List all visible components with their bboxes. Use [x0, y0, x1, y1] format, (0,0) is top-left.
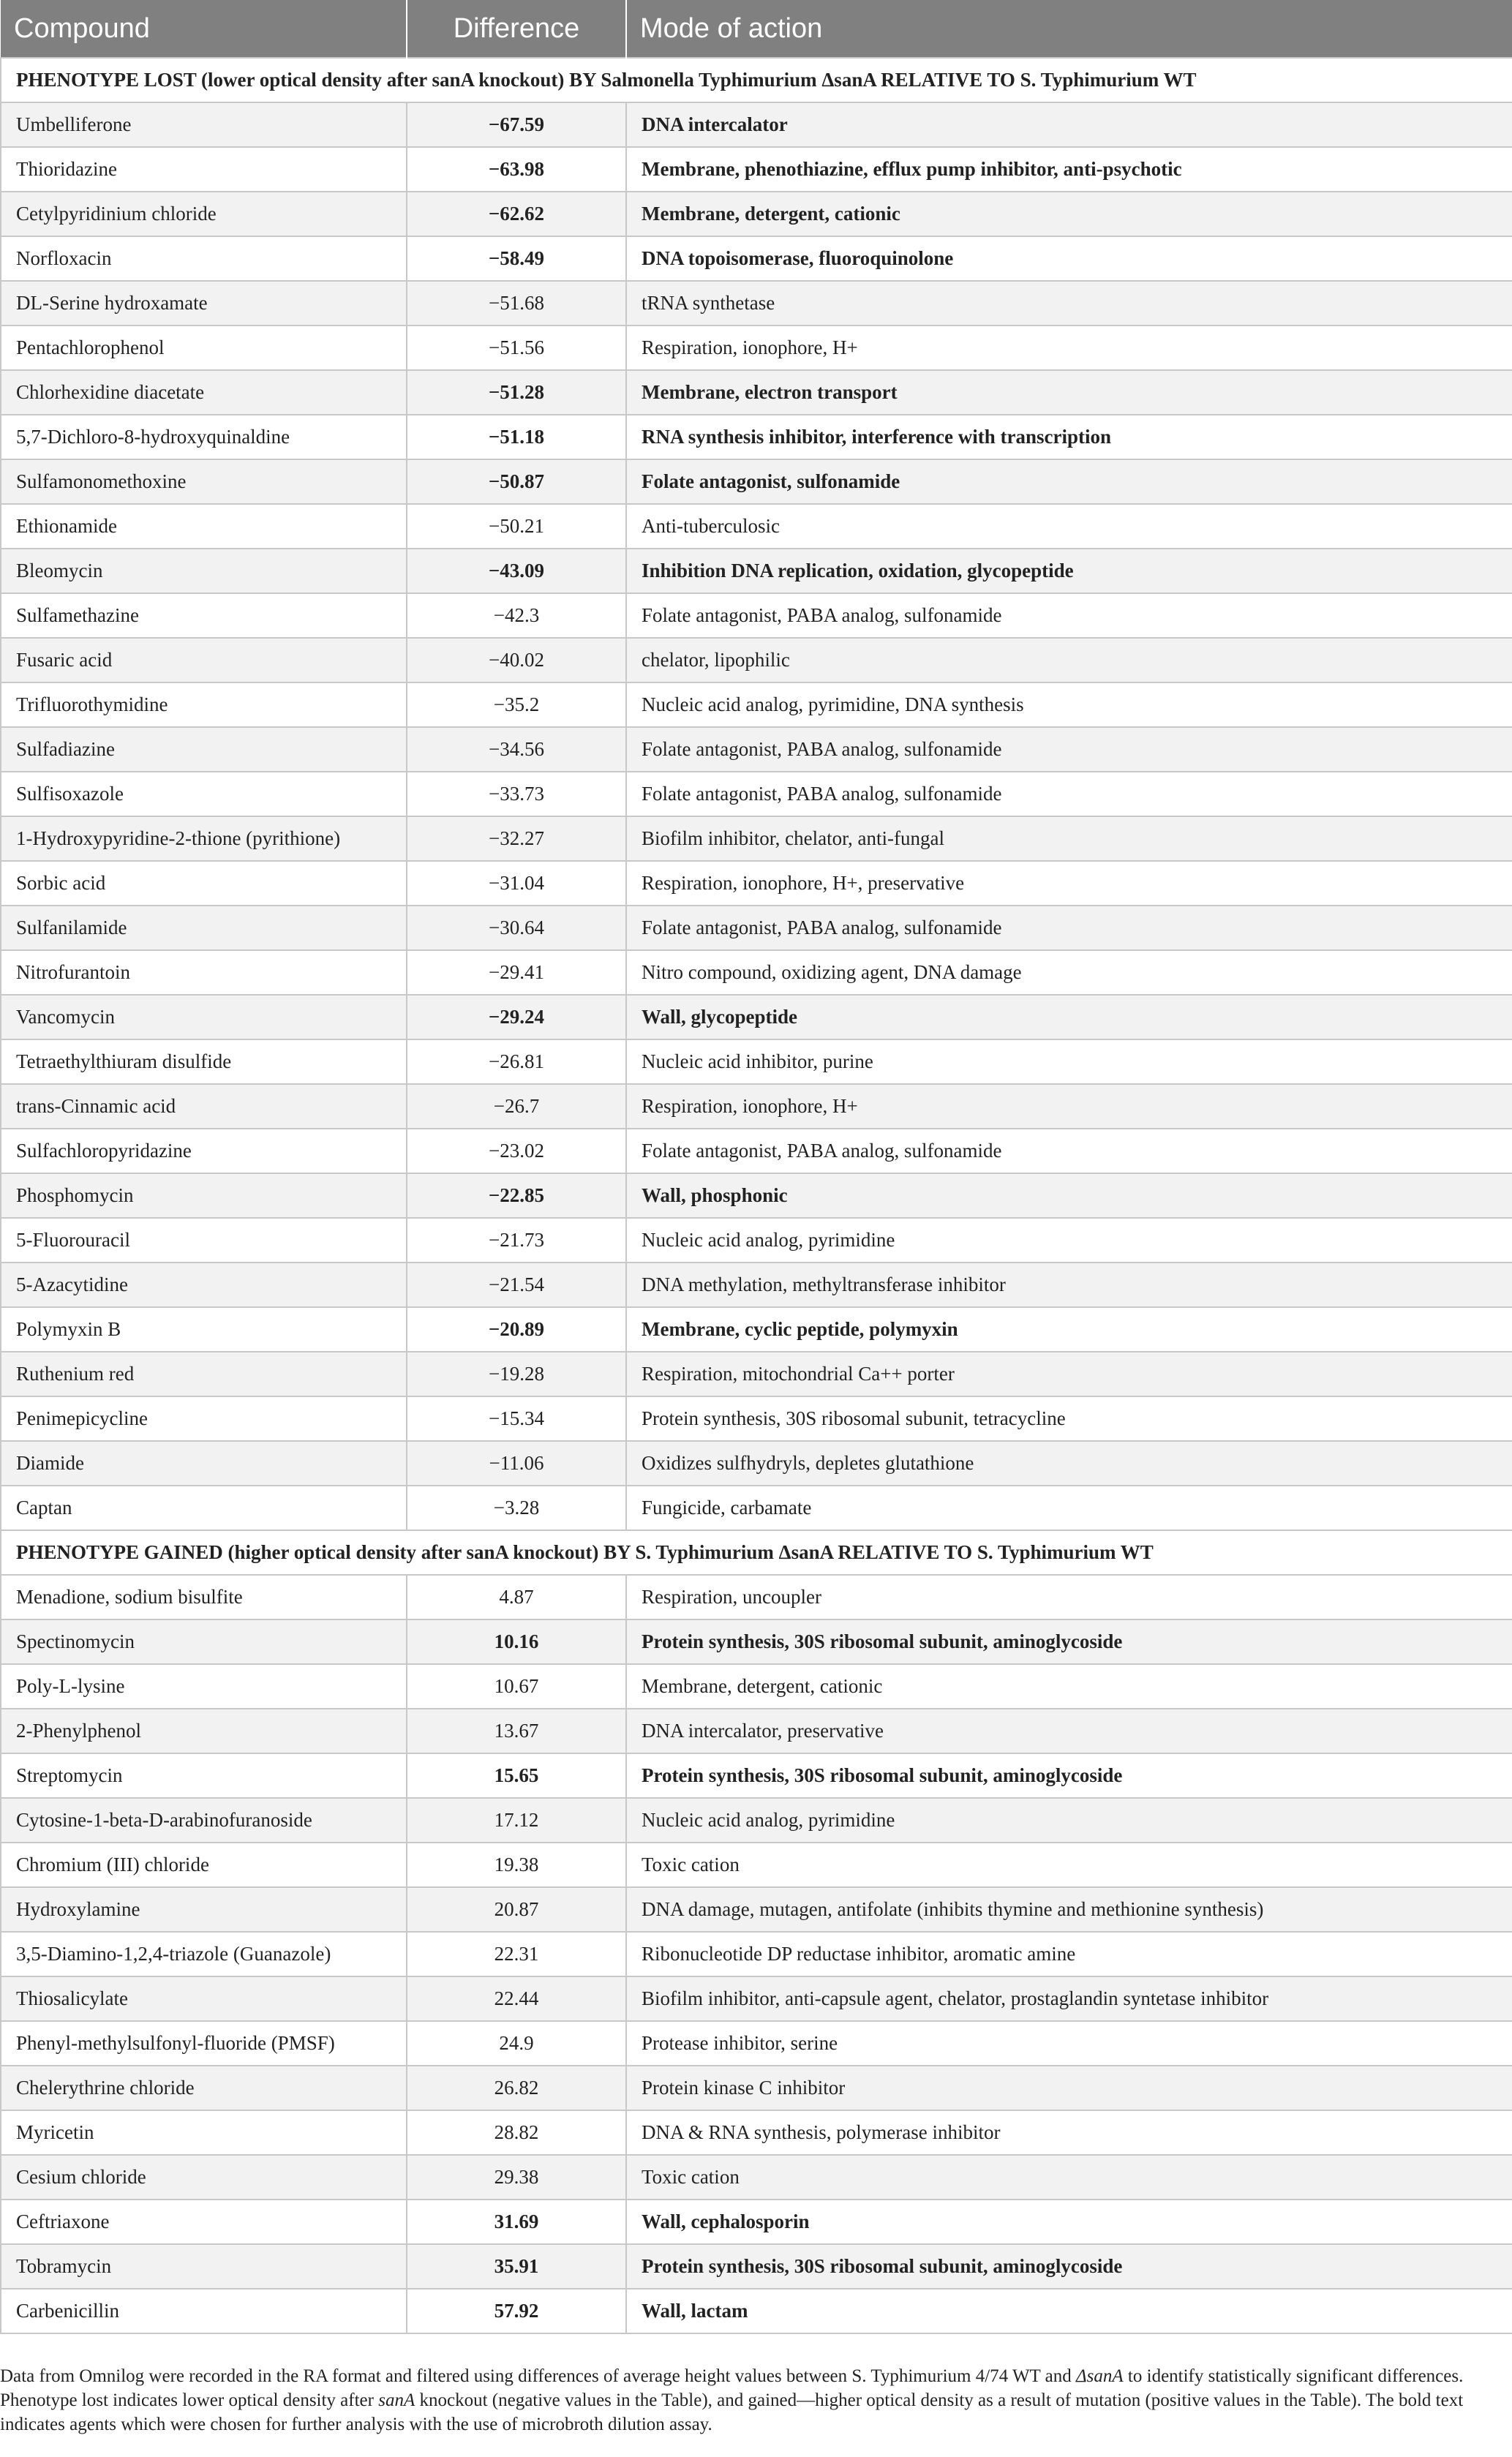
- difference-cell: −51.18: [407, 415, 626, 459]
- compound-cell: Polymyxin B: [1, 1307, 407, 1352]
- compound-cell: Ceftriaxone: [1, 2200, 407, 2244]
- mode-of-action-cell: Folate antagonist, PABA analog, sulfonamide: [626, 1129, 1512, 1173]
- table-row: [1, 504, 1512, 549]
- compound-cell: Streptomycin: [1, 1753, 407, 1798]
- difference-cell: −3.28: [407, 1486, 626, 1530]
- mode-of-action-cell: Respiration, ionophore, H+: [626, 1084, 1512, 1129]
- footnote-text-2: to identify statistically significant differences. Phenotype lost indicates lower optical density after: [0, 2366, 1464, 2410]
- table-row: [1, 816, 1512, 861]
- difference-cell: 26.82: [407, 2066, 626, 2110]
- mode-of-action-cell: Wall, phosphonic: [626, 1173, 1512, 1218]
- compound-cell: Hydroxylamine: [1, 1887, 407, 1932]
- difference-cell: −19.28: [407, 1352, 626, 1396]
- compound-cell: 5-Fluorouracil: [1, 1218, 407, 1263]
- compound-cell: Sulfadiazine: [1, 727, 407, 772]
- difference-cell: −21.73: [407, 1218, 626, 1263]
- compound-cell: Nitrofurantoin: [1, 950, 407, 995]
- table-row: [1, 1129, 1512, 1173]
- table-row: [1, 861, 1512, 906]
- table-row: [1, 1709, 1512, 1753]
- table-row: [1, 995, 1512, 1039]
- table-row: [1, 906, 1512, 950]
- header-mode-of-action: Mode of action: [626, 0, 1512, 58]
- compound-cell: trans-Cinnamic acid: [1, 1084, 407, 1129]
- mode-of-action-cell: Respiration, ionophore, H+: [626, 326, 1512, 370]
- table-row: [1, 1932, 1512, 1976]
- compound-cell: Captan: [1, 1486, 407, 1530]
- table-row: [1, 192, 1512, 236]
- section-header-row: [1, 1530, 1512, 1575]
- table-row: [1, 2289, 1512, 2333]
- header-compound: Compound: [1, 0, 407, 58]
- compound-cell: 1-Hydroxypyridine-2-thione (pyrithione): [1, 816, 407, 861]
- mode-of-action-cell: Oxidizes sulfhydryls, depletes glutathione: [626, 1441, 1512, 1486]
- compound-cell: Ruthenium red: [1, 1352, 407, 1396]
- section-header-row: [1, 58, 1512, 102]
- table-row: [1, 236, 1512, 281]
- table-row: [1, 1486, 1512, 1530]
- difference-cell: 31.69: [407, 2200, 626, 2244]
- compound-cell: Sulfisoxazole: [1, 772, 407, 816]
- compound-cell: Menadione, sodium bisulfite: [1, 1575, 407, 1619]
- mode-of-action-cell: Protein kinase C inhibitor: [626, 2066, 1512, 2110]
- difference-cell: 4.87: [407, 1575, 626, 1619]
- table-row: [1, 682, 1512, 727]
- table-row: [1, 1084, 1512, 1129]
- compound-cell: Phenyl-methylsulfonyl-fluoride (PMSF): [1, 2021, 407, 2066]
- compound-cell: 2-Phenylphenol: [1, 1709, 407, 1753]
- difference-cell: −67.59: [407, 102, 626, 147]
- compound-cell: Sulfachloropyridazine: [1, 1129, 407, 1173]
- compound-cell: Norfloxacin: [1, 236, 407, 281]
- mode-of-action-cell: Wall, cephalosporin: [626, 2200, 1512, 2244]
- compound-cell: 5-Azacytidine: [1, 1263, 407, 1307]
- difference-cell: 20.87: [407, 1887, 626, 1932]
- compound-cell: Ethionamide: [1, 504, 407, 549]
- compound-cell: Sulfanilamide: [1, 906, 407, 950]
- table-row: [1, 1887, 1512, 1932]
- table-row: [1, 1441, 1512, 1486]
- compound-cell: Thiosalicylate: [1, 1976, 407, 2021]
- difference-cell: −30.64: [407, 906, 626, 950]
- footnote-text-1: Data from Omnilog were recorded in the RA format and filtered using differences of average height values between S. Typhimurium 4/74 WT and: [0, 2366, 1076, 2386]
- table-row: [1, 549, 1512, 593]
- compound-cell: Trifluorothymidine: [1, 682, 407, 727]
- compound-cell: Vancomycin: [1, 995, 407, 1039]
- mode-of-action-cell: Biofilm inhibitor, anti-capsule agent, chelator, prostaglandin syntetase inhibitor: [626, 1976, 1512, 2021]
- difference-cell: 13.67: [407, 1709, 626, 1753]
- table-row: [1, 2200, 1512, 2244]
- mode-of-action-cell: Folate antagonist, sulfonamide: [626, 459, 1512, 504]
- table-row: [1, 147, 1512, 192]
- table-row: [1, 2155, 1512, 2200]
- mode-of-action-cell: chelator, lipophilic: [626, 638, 1512, 682]
- table-row: [1, 1619, 1512, 1664]
- mode-of-action-cell: tRNA synthetase: [626, 281, 1512, 326]
- compound-cell: Umbelliferone: [1, 102, 407, 147]
- table-row: [1, 2110, 1512, 2155]
- footnote-text-3: knockout (negative values in the Table), and gained—higher optical density as a result of mutation (positive values in the Table). The bold text indicates agents which were chosen for further analysis with the use of microbroth dilution assay.: [0, 2390, 1464, 2434]
- mode-of-action-cell: Toxic cation: [626, 1843, 1512, 1887]
- mode-of-action-cell: Protein synthesis, 30S ribosomal subunit, tetracycline: [626, 1396, 1512, 1441]
- table-row: [1, 102, 1512, 147]
- section-title: PHENOTYPE GAINED (higher optical density after sanA knockout) BY S. Typhimurium ΔsanA RELATIVE TO S. Typhimurium WT: [1, 1530, 1512, 1575]
- mode-of-action-cell: Inhibition DNA replication, oxidation, glycopeptide: [626, 549, 1512, 593]
- mode-of-action-cell: DNA methylation, methyltransferase inhibitor: [626, 1263, 1512, 1307]
- table-row: [1, 1352, 1512, 1396]
- mode-of-action-cell: Ribonucleotide DP reductase inhibitor, aromatic amine: [626, 1932, 1512, 1976]
- difference-cell: −50.87: [407, 459, 626, 504]
- difference-cell: 19.38: [407, 1843, 626, 1887]
- mode-of-action-cell: Toxic cation: [626, 2155, 1512, 2200]
- difference-cell: −58.49: [407, 236, 626, 281]
- difference-cell: −42.3: [407, 593, 626, 638]
- table-row: [1, 2066, 1512, 2110]
- difference-cell: −29.24: [407, 995, 626, 1039]
- difference-cell: −50.21: [407, 504, 626, 549]
- mode-of-action-cell: Protease inhibitor, serine: [626, 2021, 1512, 2066]
- mode-of-action-cell: Nitro compound, oxidizing agent, DNA damage: [626, 950, 1512, 995]
- mode-of-action-cell: Nucleic acid analog, pyrimidine: [626, 1218, 1512, 1263]
- mode-of-action-cell: Folate antagonist, PABA analog, sulfonamide: [626, 772, 1512, 816]
- difference-cell: 35.91: [407, 2244, 626, 2289]
- mode-of-action-cell: DNA intercalator, preservative: [626, 1709, 1512, 1753]
- table-row: [1, 281, 1512, 326]
- difference-cell: −51.68: [407, 281, 626, 326]
- table-row: [1, 1039, 1512, 1084]
- compound-cell: Sulfamonomethoxine: [1, 459, 407, 504]
- difference-cell: −21.54: [407, 1263, 626, 1307]
- difference-cell: 24.9: [407, 2021, 626, 2066]
- difference-cell: −40.02: [407, 638, 626, 682]
- compound-cell: Chelerythrine chloride: [1, 2066, 407, 2110]
- compound-cell: Cetylpyridinium chloride: [1, 192, 407, 236]
- difference-cell: −34.56: [407, 727, 626, 772]
- table-row: [1, 1173, 1512, 1218]
- mode-of-action-cell: Wall, glycopeptide: [626, 995, 1512, 1039]
- difference-cell: 15.65: [407, 1753, 626, 1798]
- difference-cell: 22.31: [407, 1932, 626, 1976]
- table-row: [1, 1218, 1512, 1263]
- mode-of-action-cell: Respiration, uncoupler: [626, 1575, 1512, 1619]
- mode-of-action-cell: Membrane, cyclic peptide, polymyxin: [626, 1307, 1512, 1352]
- table-row: [1, 2244, 1512, 2289]
- difference-cell: 28.82: [407, 2110, 626, 2155]
- header-difference: Difference: [407, 0, 626, 58]
- compound-cell: Poly-L-lysine: [1, 1664, 407, 1709]
- mode-of-action-cell: Nucleic acid inhibitor, purine: [626, 1039, 1512, 1084]
- mode-of-action-cell: Protein synthesis, 30S ribosomal subunit, aminoglycoside: [626, 2244, 1512, 2289]
- difference-cell: −26.7: [407, 1084, 626, 1129]
- difference-cell: −62.62: [407, 192, 626, 236]
- mode-of-action-cell: DNA & RNA synthesis, polymerase inhibitor: [626, 2110, 1512, 2155]
- difference-cell: −26.81: [407, 1039, 626, 1084]
- difference-cell: −22.85: [407, 1173, 626, 1218]
- difference-cell: −31.04: [407, 861, 626, 906]
- table-row: [1, 772, 1512, 816]
- table-body: [1, 58, 1512, 2333]
- table-header: [1, 0, 1512, 58]
- difference-cell: −11.06: [407, 1441, 626, 1486]
- compound-cell: Thioridazine: [1, 147, 407, 192]
- table-row: [1, 1396, 1512, 1441]
- table-row: [1, 2021, 1512, 2066]
- footnote-term-sanA-mutant: ΔsanA: [1075, 2366, 1124, 2386]
- compound-cell: Pentachlorophenol: [1, 326, 407, 370]
- compound-cell: Tetraethylthiuram disulfide: [1, 1039, 407, 1084]
- difference-cell: −43.09: [407, 549, 626, 593]
- difference-cell: 10.67: [407, 1664, 626, 1709]
- compound-cell: Chromium (III) chloride: [1, 1843, 407, 1887]
- mode-of-action-cell: Membrane, electron transport: [626, 370, 1512, 415]
- compound-cell: Fusaric acid: [1, 638, 407, 682]
- compound-cell: Chlorhexidine diacetate: [1, 370, 407, 415]
- difference-cell: −29.41: [407, 950, 626, 995]
- mode-of-action-cell: Protein synthesis, 30S ribosomal subunit, aminoglycoside: [626, 1619, 1512, 1664]
- difference-cell: −32.27: [407, 816, 626, 861]
- mode-of-action-cell: Folate antagonist, PABA analog, sulfonamide: [626, 906, 1512, 950]
- compound-cell: 3,5-Diamino-1,2,4-triazole (Guanazole): [1, 1932, 407, 1976]
- section-title: PHENOTYPE LOST (lower optical density after sanA knockout) BY Salmonella Typhimurium ΔsanA RELATIVE TO S. Typhimurium WT: [1, 58, 1512, 102]
- mode-of-action-cell: Anti-tuberculosic: [626, 504, 1512, 549]
- mode-of-action-cell: Membrane, phenothiazine, efflux pump inhibitor, anti-psychotic: [626, 147, 1512, 192]
- mode-of-action-cell: DNA damage, mutagen, antifolate (inhibits thymine and methionine synthesis): [626, 1887, 1512, 1932]
- compound-cell: Carbenicillin: [1, 2289, 407, 2333]
- compound-cell: Spectinomycin: [1, 1619, 407, 1664]
- table-row: [1, 638, 1512, 682]
- mode-of-action-cell: Fungicide, carbamate: [626, 1486, 1512, 1530]
- table-row: [1, 1976, 1512, 2021]
- mode-of-action-cell: Membrane, detergent, cationic: [626, 1664, 1512, 1709]
- table-row: [1, 1798, 1512, 1843]
- table-row: [1, 593, 1512, 638]
- mode-of-action-cell: Nucleic acid analog, pyrimidine: [626, 1798, 1512, 1843]
- difference-cell: −20.89: [407, 1307, 626, 1352]
- table-row: [1, 1753, 1512, 1798]
- compound-cell: DL-Serine hydroxamate: [1, 281, 407, 326]
- compound-cell: Phosphomycin: [1, 1173, 407, 1218]
- compound-cell: Sulfamethazine: [1, 593, 407, 638]
- table-row: [1, 459, 1512, 504]
- table-row: [1, 1575, 1512, 1619]
- difference-cell: −35.2: [407, 682, 626, 727]
- difference-cell: 22.44: [407, 1976, 626, 2021]
- difference-cell: −51.28: [407, 370, 626, 415]
- table-row: [1, 1664, 1512, 1709]
- compound-cell: Cesium chloride: [1, 2155, 407, 2200]
- mode-of-action-cell: DNA topoisomerase, fluoroquinolone: [626, 236, 1512, 281]
- difference-cell: 10.16: [407, 1619, 626, 1664]
- compound-cell: Sorbic acid: [1, 861, 407, 906]
- table-row: [1, 370, 1512, 415]
- table-row: [1, 326, 1512, 370]
- difference-cell: −33.73: [407, 772, 626, 816]
- mode-of-action-cell: Protein synthesis, 30S ribosomal subunit, aminoglycoside: [626, 1753, 1512, 1798]
- compound-cell: Diamide: [1, 1441, 407, 1486]
- compound-cell: Bleomycin: [1, 549, 407, 593]
- compound-cell: Tobramycin: [1, 2244, 407, 2289]
- difference-cell: −23.02: [407, 1129, 626, 1173]
- difference-cell: −51.56: [407, 326, 626, 370]
- header-row: [1, 0, 1512, 58]
- mode-of-action-cell: Respiration, mitochondrial Ca++ porter: [626, 1352, 1512, 1396]
- mode-of-action-cell: Wall, lactam: [626, 2289, 1512, 2333]
- compound-cell: Myricetin: [1, 2110, 407, 2155]
- compound-cell: Cytosine-1-beta-D-arabinofuranoside: [1, 1798, 407, 1843]
- mode-of-action-cell: Respiration, ionophore, H+, preservative: [626, 861, 1512, 906]
- footnote-term-sanA: sanA: [378, 2390, 415, 2410]
- table-row: [1, 1843, 1512, 1887]
- mode-of-action-cell: Folate antagonist, PABA analog, sulfonamide: [626, 727, 1512, 772]
- table-row: [1, 1307, 1512, 1352]
- mode-of-action-cell: Membrane, detergent, cationic: [626, 192, 1512, 236]
- table-row: [1, 1263, 1512, 1307]
- mode-of-action-cell: RNA synthesis inhibitor, interference with transcription: [626, 415, 1512, 459]
- difference-cell: 17.12: [407, 1798, 626, 1843]
- compound-cell: 5,7-Dichloro-8-hydroxyquinaldine: [1, 415, 407, 459]
- mode-of-action-cell: Nucleic acid analog, pyrimidine, DNA synthesis: [626, 682, 1512, 727]
- table-row: [1, 415, 1512, 459]
- difference-cell: 29.38: [407, 2155, 626, 2200]
- table-row: [1, 727, 1512, 772]
- compound-cell: Penimepicycline: [1, 1396, 407, 1441]
- mode-of-action-cell: DNA intercalator: [626, 102, 1512, 147]
- difference-cell: −15.34: [407, 1396, 626, 1441]
- table-row: [1, 950, 1512, 995]
- mode-of-action-cell: Folate antagonist, PABA analog, sulfonamide: [626, 593, 1512, 638]
- table-footnote: [0, 2364, 1507, 2437]
- difference-cell: −63.98: [407, 147, 626, 192]
- difference-cell: 57.92: [407, 2289, 626, 2333]
- mode-of-action-cell: Biofilm inhibitor, chelator, anti-fungal: [626, 816, 1512, 861]
